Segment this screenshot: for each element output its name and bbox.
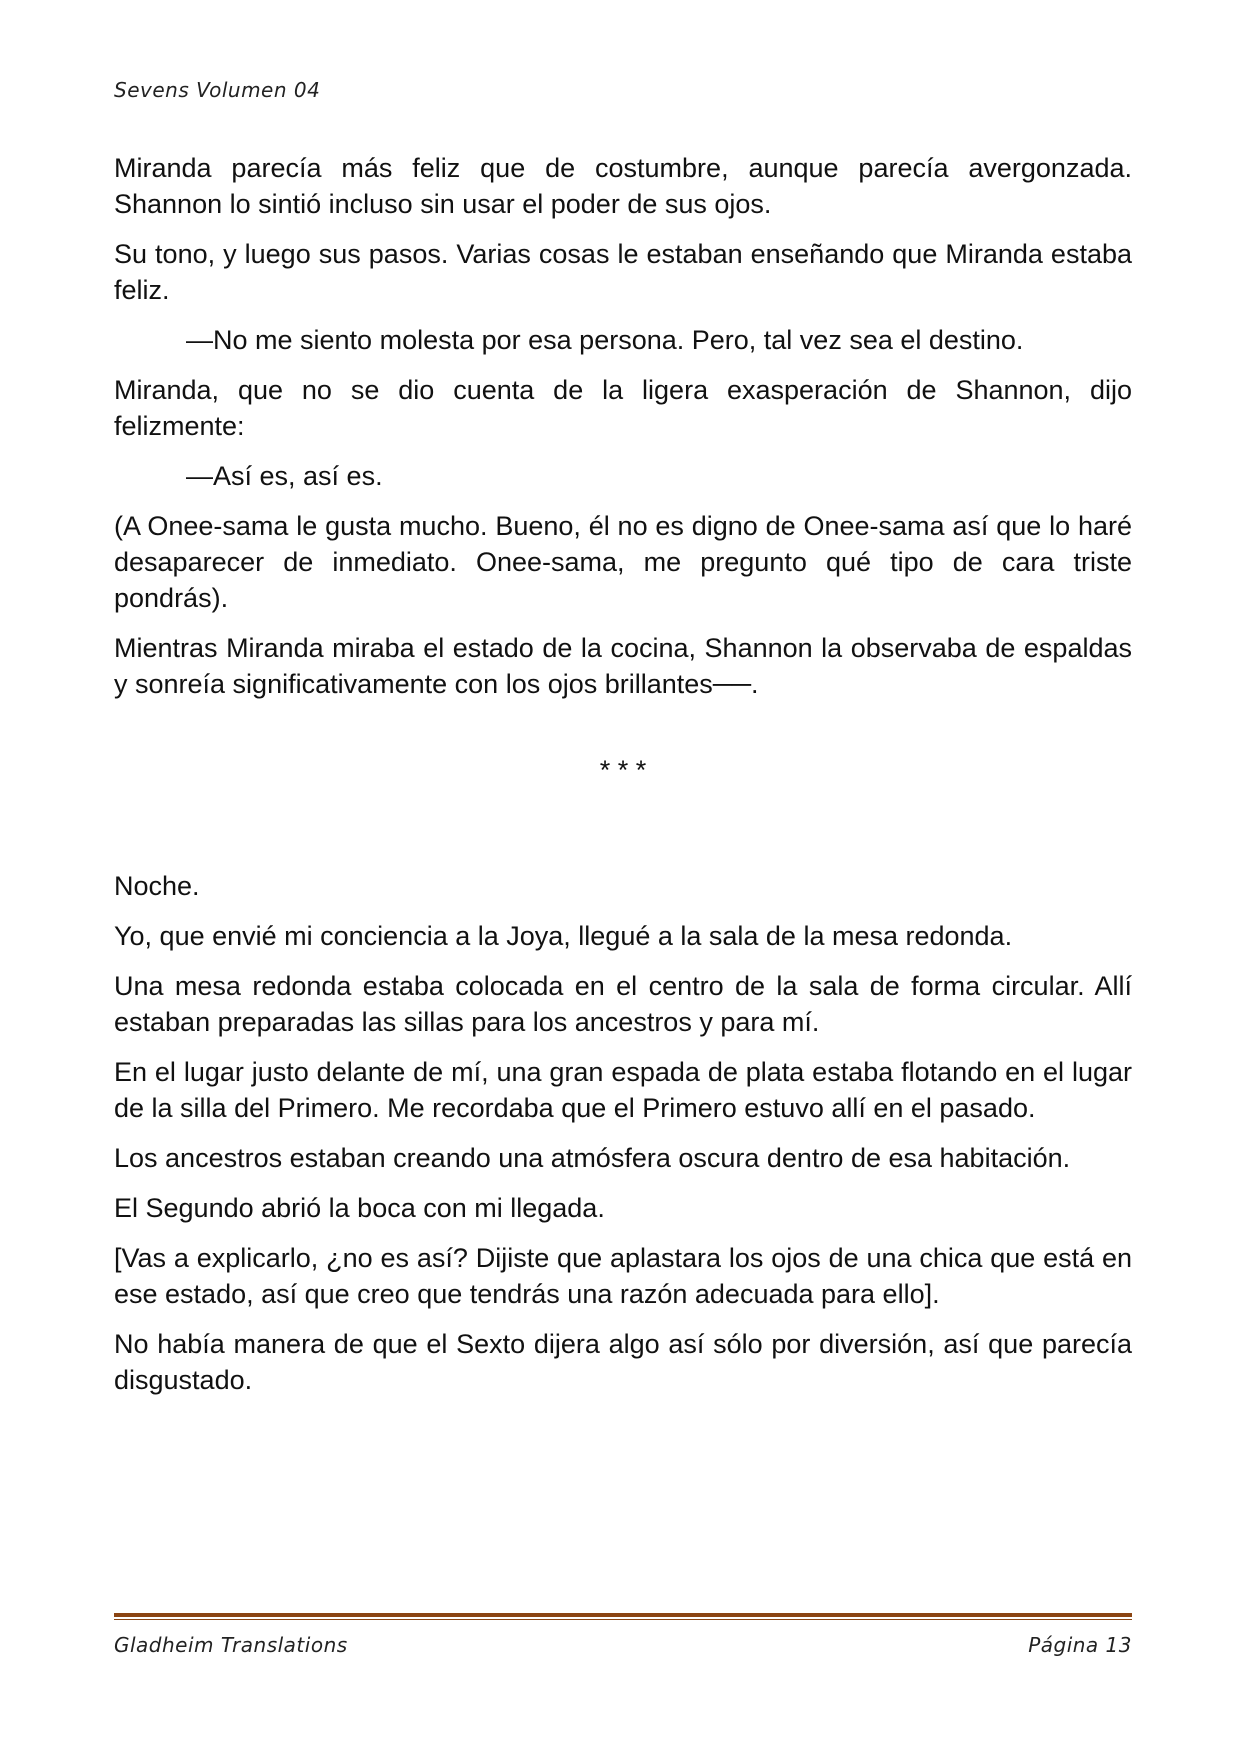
dialogue-line: —No me siento molesta por esa persona. Pero, tal vez sea el destino. [186, 325, 1024, 355]
page-body [114, 150, 1132, 1412]
footer-page-number: Página 13 [1028, 1633, 1132, 1657]
running-header: Sevens Volumen 04 [114, 78, 321, 102]
footer-rule-thin [114, 1619, 1132, 1620]
paragraph: Yo, que envié mi conciencia a la Joya, llegué a la sala de la mesa redonda. [114, 921, 1013, 951]
paragraph: Los ancestros estaban creando una atmósfera oscura dentro de esa habitación. [114, 1143, 1071, 1173]
dialogue-line: —Así es, así es. [186, 461, 383, 491]
scene-separator: * * * [599, 755, 647, 785]
paragraph: Mientras Miranda miraba el estado de la cocina, Shannon la observaba de espaldas y sonreía significativamente con los ojos brillantes──. [114, 633, 1132, 699]
paragraph: Miranda parecía más feliz que de costumbre, aunque parecía avergonzada. Shannon lo sintió incluso sin usar el poder de sus ojos. [114, 153, 1132, 219]
footer-rule [114, 1613, 1132, 1620]
paragraph: Noche. [114, 871, 200, 901]
paragraph: Su tono, y luego sus pasos. Varias cosas le estaban enseñando que Miranda estaba feliz. [114, 239, 1132, 305]
paragraph: Una mesa redonda estaba colocada en el centro de la sala de forma circular. Allí estaban preparadas las sillas para los ancestros y para mí. [114, 971, 1132, 1037]
paragraph: En el lugar justo delante de mí, una gran espada de plata estaba flotando en el lugar de la silla del Primero. Me recordaba que el Primero estuvo allí en el pasado. [114, 1057, 1132, 1123]
paragraph: No había manera de que el Sexto dijera algo así sólo por diversión, así que parecía disgustado. [114, 1329, 1132, 1395]
footer-rule-thick [114, 1613, 1132, 1617]
footer-publisher: Gladheim Translations [114, 1633, 348, 1657]
paragraph: El Segundo abrió la boca con mi llegada. [114, 1193, 605, 1223]
paragraph: Miranda, que no se dio cuenta de la ligera exasperación de Shannon, dijo felizmente: [114, 375, 1132, 441]
paragraph: (A Onee-sama le gusta mucho. Bueno, él no es digno de Onee-sama así que lo haré desaparecer de inmediato. Onee-sama, me pregunto qué tipo de cara triste pondrás). [114, 511, 1132, 613]
paragraph: [Vas a explicarlo, ¿no es así? Dijiste que aplastara los ojos de una chica que está en ese estado, así que creo que tendrás una razón adecuada para ello]. [114, 1243, 1132, 1309]
